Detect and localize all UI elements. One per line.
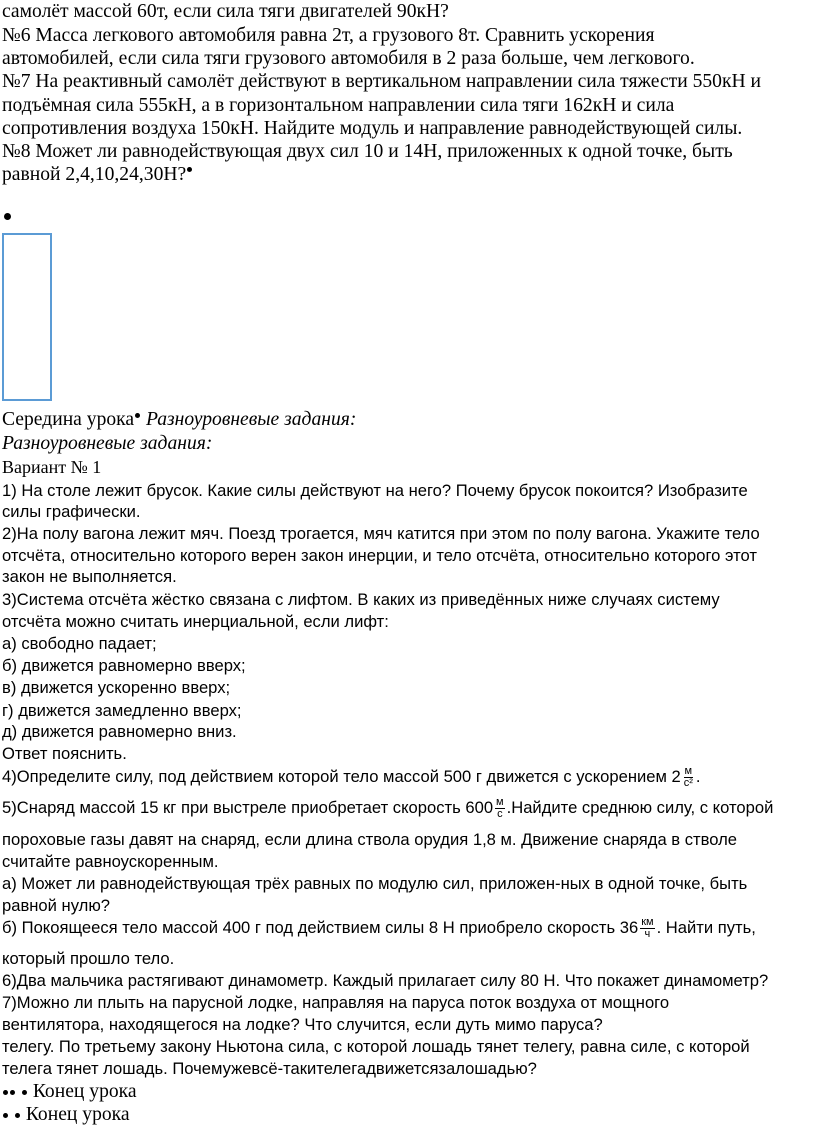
fraction-numerator: м <box>684 765 693 778</box>
question-4-end: . <box>695 767 701 786</box>
question-line: Ответ пояснить. <box>2 744 127 763</box>
fraction-denominator: ч <box>644 928 651 941</box>
variant-title: Вариант № 1 <box>2 457 102 477</box>
lesson-end-line <box>2 1103 130 1126</box>
question-5-end: .Найдите среднюю силу, с которой <box>506 798 774 817</box>
section-heading: Разноуровневые задания: <box>2 433 213 454</box>
task-8-line <box>2 163 193 186</box>
question-b-line <box>2 917 756 940</box>
answer-option: а) свободно падает; <box>2 634 157 653</box>
unit-fraction <box>640 917 654 940</box>
task-7-line: №7 На реактивный самолёт действуют в вертикальном направлении сила тяжести 550кН и <box>2 71 762 92</box>
unit-fraction <box>683 766 694 789</box>
task-7-line: подъёмная сила 555кН, а в горизонтальном направлении сила тяги 162кН и сила <box>2 95 675 116</box>
task-8-text: №8 Может ли равнодействующая двух сил 10 и 14Н, приложенных к одной точке, быть <box>2 141 733 162</box>
lesson-end-label: Конец урока <box>25 1104 130 1125</box>
fraction-denominator: с <box>497 808 503 821</box>
question-5-line <box>2 797 773 820</box>
task-7-line: сопротивления воздуха 150кН. Найдите модуль и направление равнодействующей силы. <box>2 118 743 139</box>
question-line: который прошло тело. <box>2 949 175 968</box>
answer-option: д) движется равномерно вниз. <box>2 722 237 741</box>
lesson-middle-label: Середина урока <box>2 409 135 430</box>
task-8-text: равной 2,4,10,24,30Н? <box>2 164 187 185</box>
answer-option: б) движется равномерно вверх; <box>2 656 246 675</box>
question-line: закон не выполняется. <box>2 567 177 586</box>
task-6-line: автомобилей, если сила тяги грузового автомобиля в 2 раза больше, чем легкового. <box>2 48 695 69</box>
bullet-icon <box>22 1090 27 1095</box>
bullet-icon <box>3 1090 8 1095</box>
question-line: телега тянет лошадь. Почемужевсё-такителегадвижетсязалошадью? <box>2 1059 537 1078</box>
question-line: 2)На полу вагона лежит мяч. Поезд трогается, мяч катится при этом по полу вагона. Укажите тело <box>2 524 760 543</box>
question-b-end: . Найти путь, <box>656 918 756 937</box>
question-line: отсчёта можно считать инерциальной, если лифт: <box>2 612 389 631</box>
empty-frame <box>2 233 52 401</box>
lesson-end-label: Конец урока <box>32 1081 137 1102</box>
answer-option: в) движется ускоренно вверх; <box>2 678 231 697</box>
lesson-end-line <box>2 1080 137 1103</box>
task-line: самолёт массой 60т, если сила тяги двигателей 90кН? <box>2 1 449 22</box>
bullet-icon <box>3 1113 8 1118</box>
question-line: 6)Два мальчика растягивают динамометр. Каждый прилагает силу 80 Н. Что покажет динамометр? <box>2 971 769 990</box>
answer-option: г) движется замедленно вверх; <box>2 701 242 720</box>
fraction-denominator: с² <box>683 777 693 790</box>
task-8-line <box>2 140 733 163</box>
question-line: вентилятора, находящегося на лодке? Что случится, если дуть мимо паруса? <box>2 1015 603 1034</box>
section-heading: Разноуровневые задания: <box>146 409 357 430</box>
bullet-icon <box>15 1113 20 1118</box>
question-line: 1) На столе лежит брусок. Какие силы действуют на него? Почему брусок покоится? Изобразите <box>2 481 748 500</box>
question-4-text: 4)Определите силу, под действием которой тело массой 500 г движется с ускорением 2 <box>2 767 681 786</box>
fraction-numerator: км <box>641 916 654 929</box>
question-5-text: 5)Снаряд массой 15 кг при выстреле приобретает скорость 600 <box>2 798 494 817</box>
question-line: силы графически. <box>2 502 141 521</box>
question-line: пороховые газы давят на снаряд, если длина ствола орудия 1,8 м. Движение снаряда в стволе <box>2 830 738 849</box>
bullet-icon <box>135 413 140 418</box>
bullet-icon <box>10 1090 15 1095</box>
question-4-line <box>2 766 701 789</box>
lesson-middle-line <box>2 408 356 431</box>
bullet-icon <box>4 213 11 220</box>
question-line: 7)Можно ли плыть на парусной лодке, направляя на паруса поток воздуха от мощного <box>2 993 670 1012</box>
question-line: а) Может ли равнодействующая трёх равных по модулю сил, приложен-ных в одной точке, быть <box>2 874 748 893</box>
question-b-text: б) Покоящееся тело массой 400 г под действием силы 8 Н приобрело скорость 36 <box>2 918 639 937</box>
question-line: равной нулю? <box>2 896 110 915</box>
fraction-numerator: м <box>496 796 504 809</box>
bullet-icon <box>187 167 192 172</box>
question-line: считайте равноускоренным. <box>2 852 219 871</box>
task-6-line: №6 Масса легкового автомобиля равна 2т, а грузового 8т. Сравнить ускорения <box>2 25 655 46</box>
question-line: телегу. По третьему закону Ньютона сила, с которой лошадь тянет телегу, равна силе, с которой <box>2 1037 750 1056</box>
question-line: 3)Система отсчёта жёстко связана с лифтом. В каких из приведённых ниже случаях систему <box>2 590 720 609</box>
unit-fraction <box>495 797 505 820</box>
question-line: отсчёта, относительно которого верен закон инерции, и тело отсчёта, относительно которого этот <box>2 546 757 565</box>
